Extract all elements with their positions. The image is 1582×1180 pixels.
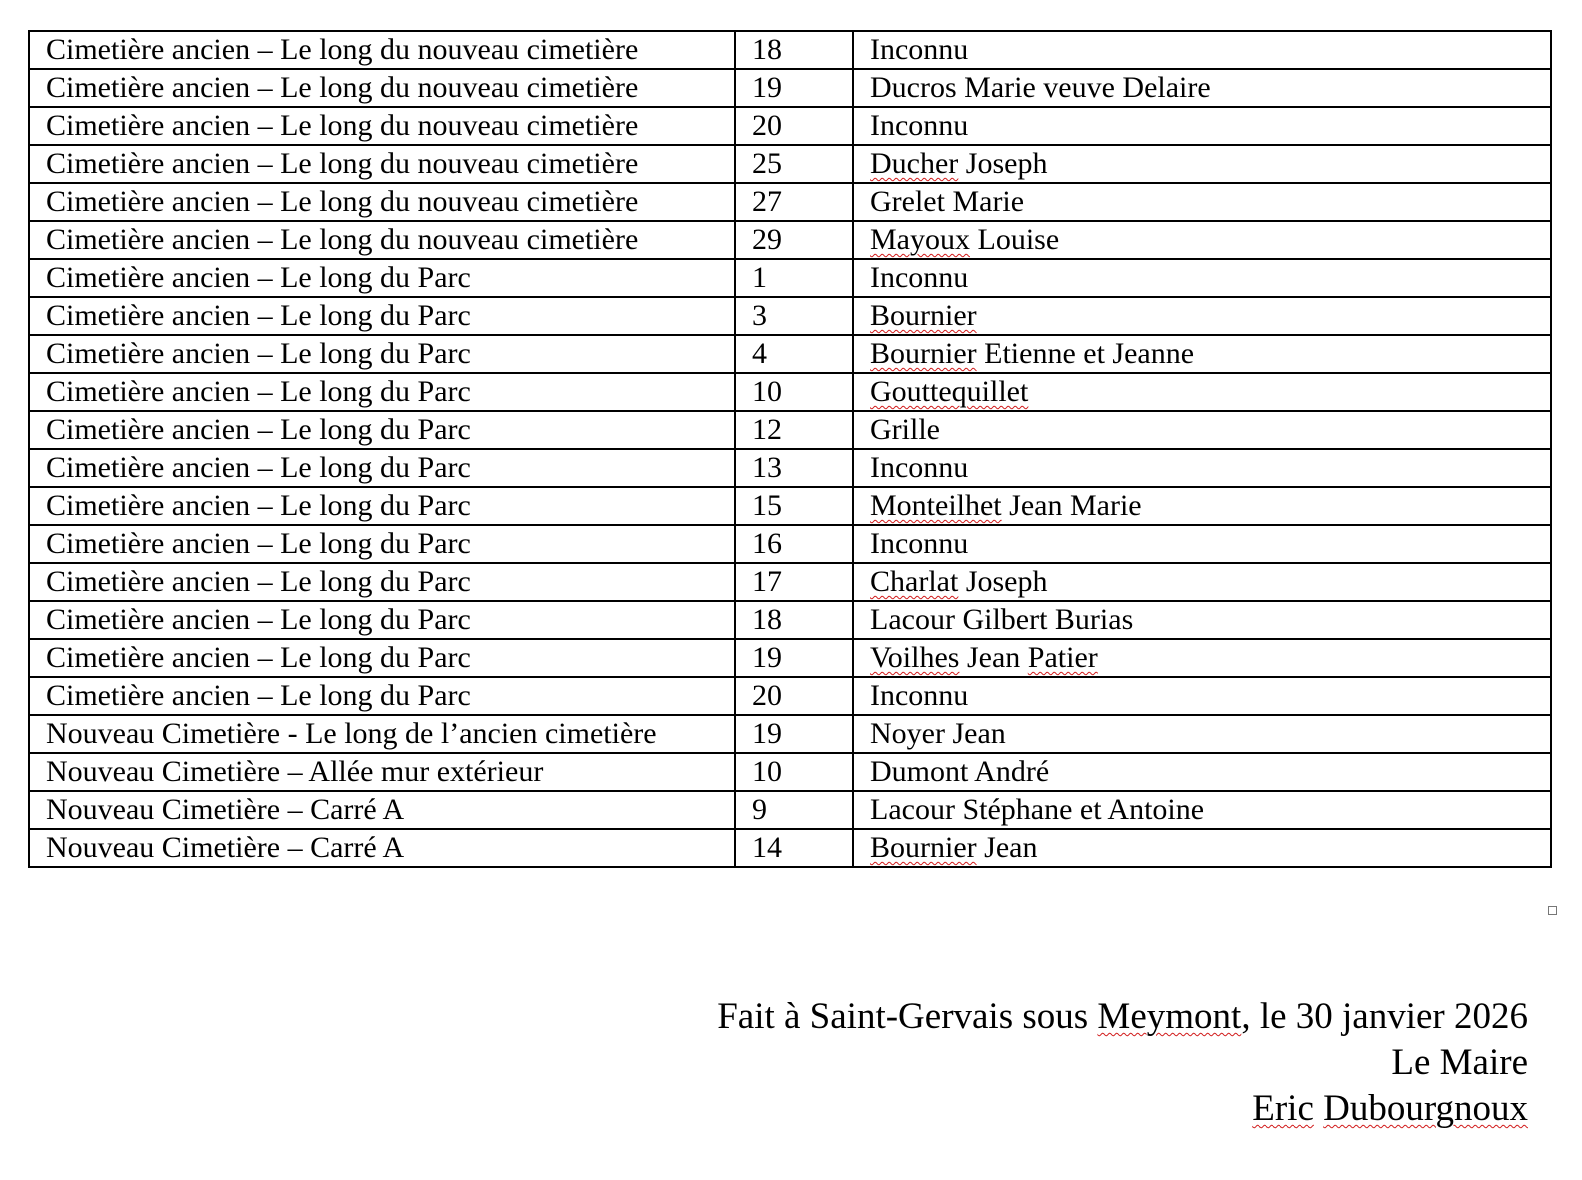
cell-number: 19 — [735, 639, 853, 677]
name-text: Inconnu — [870, 527, 969, 560]
cell-location: Nouveau Cimetière - Le long de l’ancien cimetière — [29, 715, 735, 753]
cell-name — [853, 221, 1551, 259]
name-text: Noyer Jean — [870, 717, 1006, 750]
cell-name — [853, 335, 1551, 373]
name-flagged-word: Mayoux — [870, 223, 970, 256]
cell-name — [853, 107, 1551, 145]
cell-location: Cimetière ancien – Le long du Parc — [29, 297, 735, 335]
cell-location: Cimetière ancien – Le long du Parc — [29, 373, 735, 411]
table-row — [29, 107, 1551, 145]
cell-number: 19 — [735, 715, 853, 753]
place-flagged-word: Meymont — [1097, 996, 1242, 1037]
cell-location: Cimetière ancien – Le long du Parc — [29, 259, 735, 297]
cell-location: Nouveau Cimetière – Carré A — [29, 829, 735, 867]
place-suffix: , le 30 janvier 2026 — [1241, 996, 1528, 1037]
table-row — [29, 335, 1551, 373]
cell-location: Cimetière ancien – Le long du Parc — [29, 677, 735, 715]
name-flagged-word: Bournier — [870, 299, 977, 332]
name-flagged-word: Bournier — [870, 337, 977, 370]
cell-name — [853, 145, 1551, 183]
name-text: Jean — [976, 831, 1038, 864]
cell-location: Cimetière ancien – Le long du Parc — [29, 601, 735, 639]
cell-number: 10 — [735, 753, 853, 791]
name-text: Jean Marie — [1001, 489, 1142, 522]
name-text: Joseph — [958, 147, 1048, 180]
cell-name — [853, 525, 1551, 563]
name-flagged-word: Patier — [1027, 641, 1098, 674]
cell-name — [853, 259, 1551, 297]
cell-number: 3 — [735, 297, 853, 335]
cell-location: Nouveau Cimetière – Carré A — [29, 791, 735, 829]
name-text: Grille — [870, 413, 940, 446]
table-row — [29, 601, 1551, 639]
cell-name — [853, 487, 1551, 525]
table-row — [29, 259, 1551, 297]
name-flagged-word: Ducher — [870, 147, 959, 180]
cell-number: 19 — [735, 69, 853, 107]
name-text: Lacour Gilbert Burias — [870, 603, 1134, 636]
name-text: Grelet Marie — [870, 185, 1025, 218]
cell-name — [853, 183, 1551, 221]
cell-number: 29 — [735, 221, 853, 259]
cell-location: Cimetière ancien – Le long du Parc — [29, 449, 735, 487]
cell-location: Cimetière ancien – Le long du Parc — [29, 563, 735, 601]
name-text: Etienne et Jeanne — [976, 337, 1195, 370]
table-row — [29, 563, 1551, 601]
cell-number: 17 — [735, 563, 853, 601]
table-row — [29, 31, 1551, 69]
cell-location: Cimetière ancien – Le long du nouveau cimetière — [29, 145, 735, 183]
table-row — [29, 449, 1551, 487]
cell-name — [853, 31, 1551, 69]
cell-name — [853, 297, 1551, 335]
signature-block — [717, 994, 1528, 1132]
name-flagged-word: Bournier — [870, 831, 977, 864]
cell-location: Cimetière ancien – Le long du nouveau cimetière — [29, 69, 735, 107]
cell-number: 18 — [735, 31, 853, 69]
cell-number: 25 — [735, 145, 853, 183]
name-text: Inconnu — [870, 261, 969, 294]
table-row — [29, 791, 1551, 829]
table-row — [29, 69, 1551, 107]
cell-name — [853, 601, 1551, 639]
cell-number: 1 — [735, 259, 853, 297]
name-text: Jean — [959, 641, 1028, 674]
table-row — [29, 753, 1551, 791]
mayor-first-name: Eric — [1252, 1088, 1314, 1129]
table-row — [29, 411, 1551, 449]
mayor-name — [717, 1086, 1528, 1132]
cell-name — [853, 791, 1551, 829]
name-text: Inconnu — [870, 109, 969, 142]
cell-name — [853, 449, 1551, 487]
name-flagged-word: Voilhes — [870, 641, 960, 674]
cell-name — [853, 677, 1551, 715]
name-text: Lacour Stéphane et Antoine — [870, 793, 1205, 826]
cell-number: 10 — [735, 373, 853, 411]
table-row — [29, 373, 1551, 411]
table-row — [29, 677, 1551, 715]
table-body — [29, 31, 1551, 867]
table-row — [29, 183, 1551, 221]
name-text: Inconnu — [870, 33, 969, 66]
cell-location: Cimetière ancien – Le long du Parc — [29, 525, 735, 563]
cell-name — [853, 69, 1551, 107]
name-text: Louise — [970, 223, 1060, 256]
name-flagged-word: Gouttequillet — [870, 375, 1029, 408]
table-row — [29, 829, 1551, 867]
concessions-table — [28, 30, 1552, 868]
cell-number: 9 — [735, 791, 853, 829]
cell-number: 15 — [735, 487, 853, 525]
cell-location: Cimetière ancien – Le long du nouveau cimetière — [29, 31, 735, 69]
name-flagged-word: Charlat — [870, 565, 959, 598]
cell-number: 4 — [735, 335, 853, 373]
cell-location: Cimetière ancien – Le long du nouveau cimetière — [29, 183, 735, 221]
place-prefix: Fait à Saint-Gervais sous — [717, 996, 1098, 1037]
table-row — [29, 487, 1551, 525]
name-text: Dumont André — [870, 755, 1050, 788]
cell-number: 20 — [735, 677, 853, 715]
cell-number: 20 — [735, 107, 853, 145]
cell-number: 27 — [735, 183, 853, 221]
table-row — [29, 525, 1551, 563]
cell-location: Nouveau Cimetière – Allée mur extérieur — [29, 753, 735, 791]
name-text: Inconnu — [870, 451, 969, 484]
table-resize-handle[interactable] — [1548, 906, 1557, 915]
place-date-line — [717, 994, 1528, 1040]
name-flagged-word: Monteilhet — [870, 489, 1002, 522]
cell-number: 16 — [735, 525, 853, 563]
cell-name — [853, 715, 1551, 753]
cell-number: 14 — [735, 829, 853, 867]
cell-name — [853, 411, 1551, 449]
cell-number: 12 — [735, 411, 853, 449]
name-text: Inconnu — [870, 679, 969, 712]
cell-location: Cimetière ancien – Le long du nouveau cimetière — [29, 221, 735, 259]
cell-name — [853, 753, 1551, 791]
cell-name — [853, 829, 1551, 867]
table-row — [29, 639, 1551, 677]
cell-location: Cimetière ancien – Le long du Parc — [29, 487, 735, 525]
cell-location: Cimetière ancien – Le long du nouveau cimetière — [29, 107, 735, 145]
cell-name — [853, 563, 1551, 601]
cell-location: Cimetière ancien – Le long du Parc — [29, 411, 735, 449]
mayor-last-name: Dubourgnoux — [1323, 1088, 1528, 1129]
table-row — [29, 297, 1551, 335]
cell-location: Cimetière ancien – Le long du Parc — [29, 639, 735, 677]
table-row — [29, 221, 1551, 259]
table-row — [29, 715, 1551, 753]
cell-name — [853, 373, 1551, 411]
name-text: Joseph — [958, 565, 1048, 598]
cell-name — [853, 639, 1551, 677]
name-text: Ducros Marie veuve Delaire — [870, 71, 1211, 104]
cell-location: Cimetière ancien – Le long du Parc — [29, 335, 735, 373]
mayor-title: Le Maire — [1391, 1042, 1528, 1083]
cell-number: 18 — [735, 601, 853, 639]
table-row — [29, 145, 1551, 183]
cell-number: 13 — [735, 449, 853, 487]
